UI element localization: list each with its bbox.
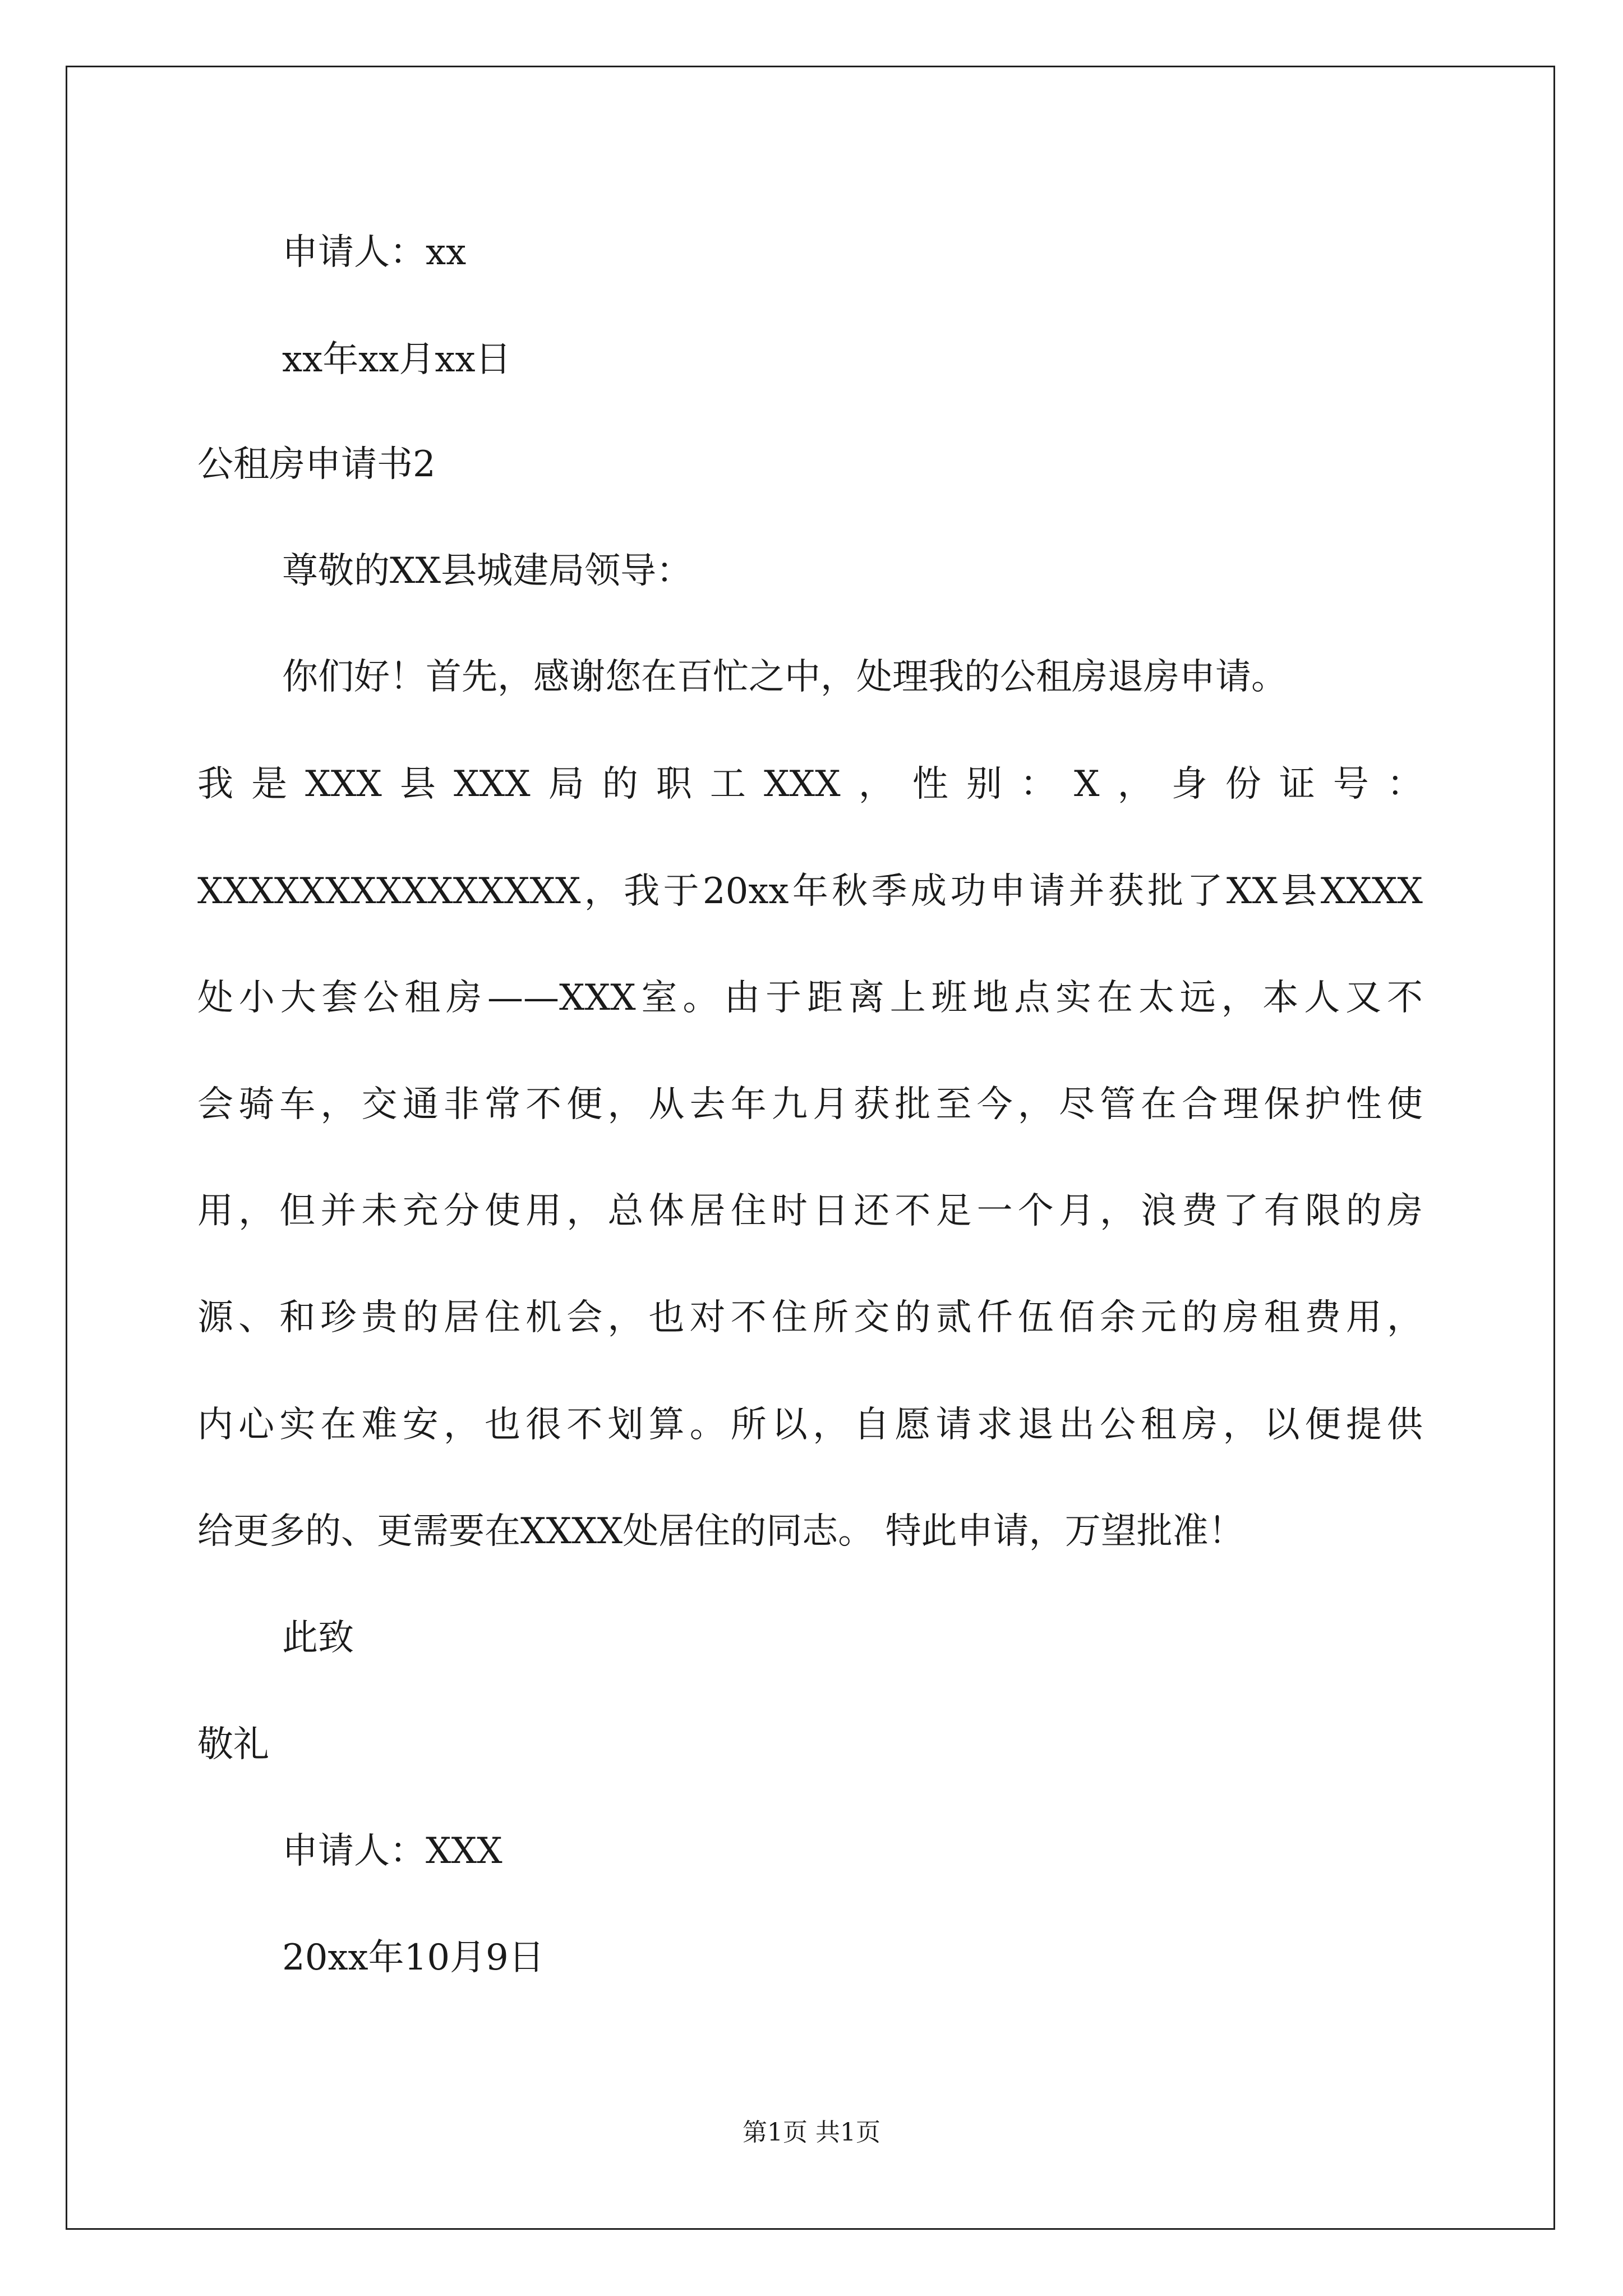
closing-ci-zhi: 此致 (282, 1617, 354, 1659)
body-line-8: 内心实在难安，也很不划算。所以，自愿请求退出公租房，以便提供 (197, 1404, 1423, 1446)
applicant-line-2: 申请人：XXX (282, 1830, 502, 1872)
body-line-4: 处小大套公租房——XXX室。由于距离上班地点实在太远，本人又不 (197, 977, 1423, 1019)
body-line-2: 我是XXX县XXX局的职工XXX，性别：X，身份证号： (197, 763, 1423, 805)
body-line-9: 给更多的、更需要在XXXX处居住的同志。 特此申请，万望批准！ (197, 1511, 1244, 1552)
body-line-7: 源、和珍贵的居住机会，也对不住所交的贰仟伍佰余元的房租费用， (197, 1297, 1423, 1338)
applicant-line-1: 申请人：xx (282, 232, 467, 273)
body-line-1: 你们好！首先，感谢您在百忙之中，处理我的公租房退房申请。 (282, 656, 1287, 698)
body-line-5: 会骑车，交通非常不便，从去年九月获批至今，尽管在合理保护性使 (197, 1084, 1423, 1125)
section-title: 公租房申请书2 (197, 444, 436, 485)
date-line-2: 20xx年10月9日 (282, 1937, 545, 1978)
page-border (66, 66, 1555, 2230)
closing-jing-li: 敬礼 (197, 1724, 269, 1765)
date-line-1: xx年xx月xx日 (282, 339, 511, 380)
body-line-6: 用，但并未充分使用，总体居住时日还不足一个月，浪费了有限的房 (197, 1190, 1423, 1232)
body-line-3: XXXXXXXXXXXXXXX，我于20xx年秋季成功申请并获批了XX县XXXX (197, 871, 1423, 912)
salutation: 尊敬的XX县城建局领导： (282, 550, 693, 592)
page-footer: 第1页 共1页 (743, 2118, 880, 2147)
